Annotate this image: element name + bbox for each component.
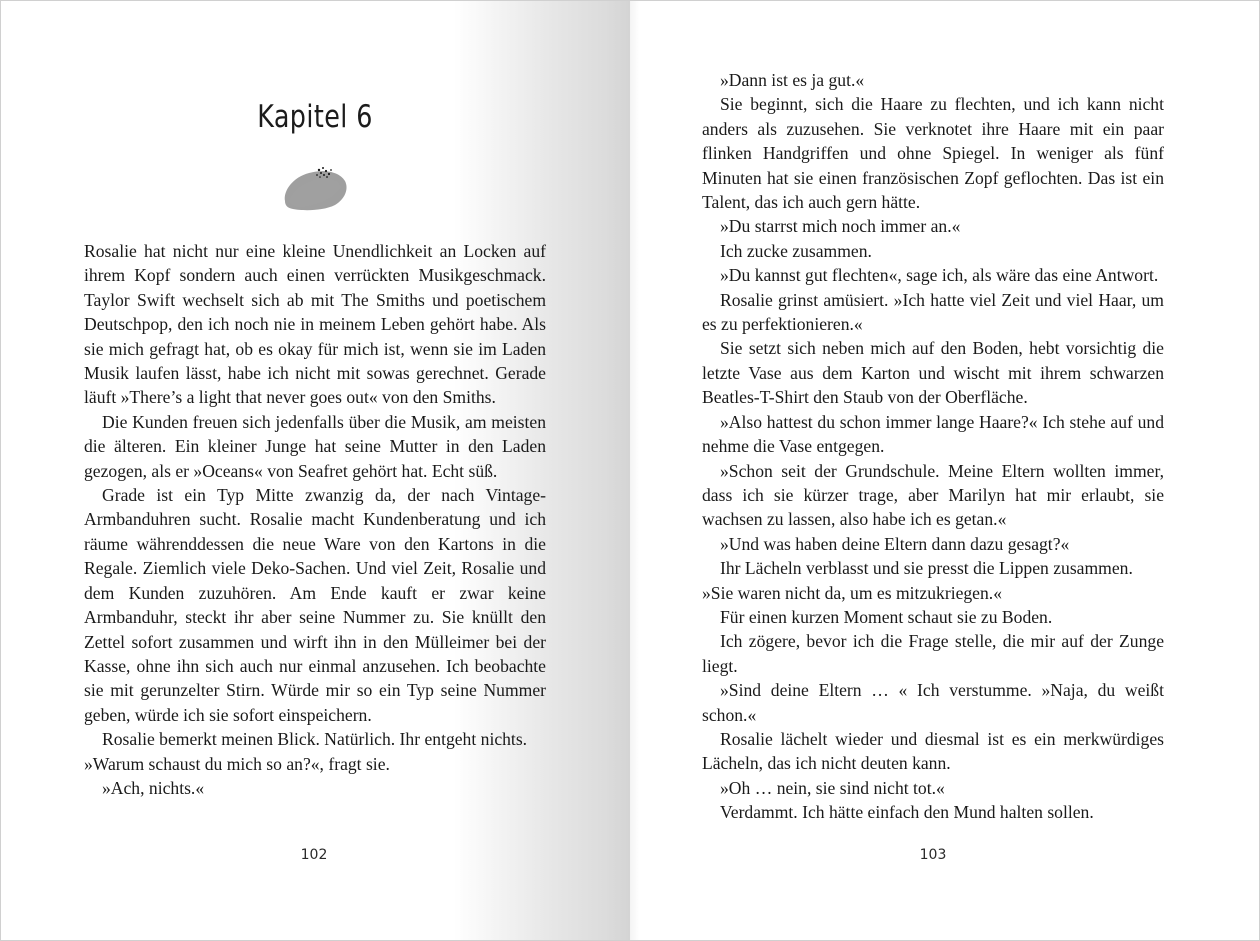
paragraph: Die Kunden freuen sich jedenfalls über die Musik, am meisten die älteren. Ein kleiner Junge hat seine Mutter in den Laden gezogen, als er »Oceans« von Seafret gehört hat. Echt süß. [84,411,546,481]
page-number-left: 102 [300,847,328,863]
right-page-text [702,68,1164,825]
page-number-right: 103 [919,847,947,863]
paragraph: »Schon seit der Grundschule. Meine Eltern wollten immer, dass ich sie kürzer trage, aber Marilyn hat mir erlaubt, sie wachsen zu lassen, also habe ich es getan.« [702,460,1164,530]
paragraph: Grade ist ein Typ Mitte zwanzig da, der nach Vintage-Armbanduhren sucht. Rosalie macht Kundenberatung und ich räume währenddessen die neue Ware von den Kartons in die Regale. Ziemlich viele Deko-Sachen. Und viel Zeit, Rosalie und dem Kunden zuzuhören. Am Ende kauft er zwar keine Armbanduhr, steckt ihr aber seine Nummer zu. Sie knüllt den Zettel sofort zusammen und wirft ihn in den Mülleimer bei der Kasse, ohne ihn sich auch nur einmal anzusehen. Ich beobachte sie mit gerunzelter Stirn. Würde mir so ein Typ seine Nummer geben, würde ich sie sofort einspeichern. [84,485,546,725]
paragraph: »Sind deine Eltern … « Ich verstumme. »Naja, du weißt schon.« [702,680,1164,725]
chapter-title: Kapitel 6 [257,99,373,135]
paragraph: Ihr Lächeln verblasst und sie presst die Lippen zusammen. [720,558,1133,579]
paragraph: Rosalie lächelt wieder und diesmal ist es ein merkwürdiges Lächeln, das ich nicht deuten kann. [702,728,1164,774]
right-page [630,1,1259,940]
paragraph: »Dann ist es ja gut.« [720,70,865,90]
left-page-text [84,239,546,800]
paragraph: Sie setzt sich neben mich auf den Boden, hebt vorsichtig die letzte Vase aus dem Karton und wischt mit ihrem schwarzen Beatles-T-Shirt den Staub von der Oberfläche. [702,338,1164,408]
paragraph: Ich zucke zusammen. [720,240,872,261]
lemon-illustration-icon [279,161,355,217]
paragraph: Ich zögere, bevor ich die Frage stelle, die mir auf der Zunge liegt. [702,631,1164,676]
paragraph: »Oh … nein, sie sind nicht tot.« [720,777,945,798]
paragraph: Rosalie grinst amüsiert. »Ich hatte viel Zeit und viel Haar, um es zu perfektionieren.« [702,289,1164,335]
paragraph: »Sie waren nicht da, um es mitzukriegen.« [702,582,1002,603]
paragraph: »Du starrst mich noch immer an.« [720,216,961,237]
left-page [1,1,630,940]
paragraph: »Warum schaust du mich so an?«, fragt sie. [84,753,390,774]
paragraph: Rosalie bemerkt meinen Blick. Natürlich. Ihr entgeht nichts. [102,729,528,750]
paragraph: »Du kannst gut flechten«, sage ich, als wäre das eine Antwort. [720,265,1159,286]
paragraph: Sie beginnt, sich die Haare zu flechten, und ich kann nicht anders als zuzusehen. Sie verknotet ihre Haare mit ein paar flinken Handgriffen und ohne Spiegel. In weniger als fünf Minuten hat sie einen französischen Zopf geflochten. Das ist ein Talent, das ich auch gern hätte. [702,94,1164,213]
paragraph: »Also hattest du schon immer lange Haare?« Ich stehe auf und nehme die Vase entgegen. [702,411,1164,457]
paragraph: »Ach, nichts.« [102,777,205,798]
paragraph: Verdammt. Ich hätte einfach den Mund halten sollen. [720,802,1094,823]
paragraph: Für einen kurzen Moment schaut sie zu Boden. [720,606,1053,627]
paragraph: Rosalie hat nicht nur eine kleine Unendlichkeit an Locken auf ihrem Kopf sondern auch einen verrückten Musikgeschmack. Taylor Swift wechselt sich ab mit The Smiths und poetischem Deutschpop, den ich noch nie in meinem Leben gehört habe. Als sie mich gefragt hat, ob es okay für mich ist, wenn sie im Laden Musik laufen lässt, habe ich nicht mit sowas gerechnet. Gerade läuft »There’s a light that never goes out« von den Smiths. [84,241,546,408]
paragraph: »Und was haben deine Eltern dann dazu gesagt?« [720,533,1070,554]
